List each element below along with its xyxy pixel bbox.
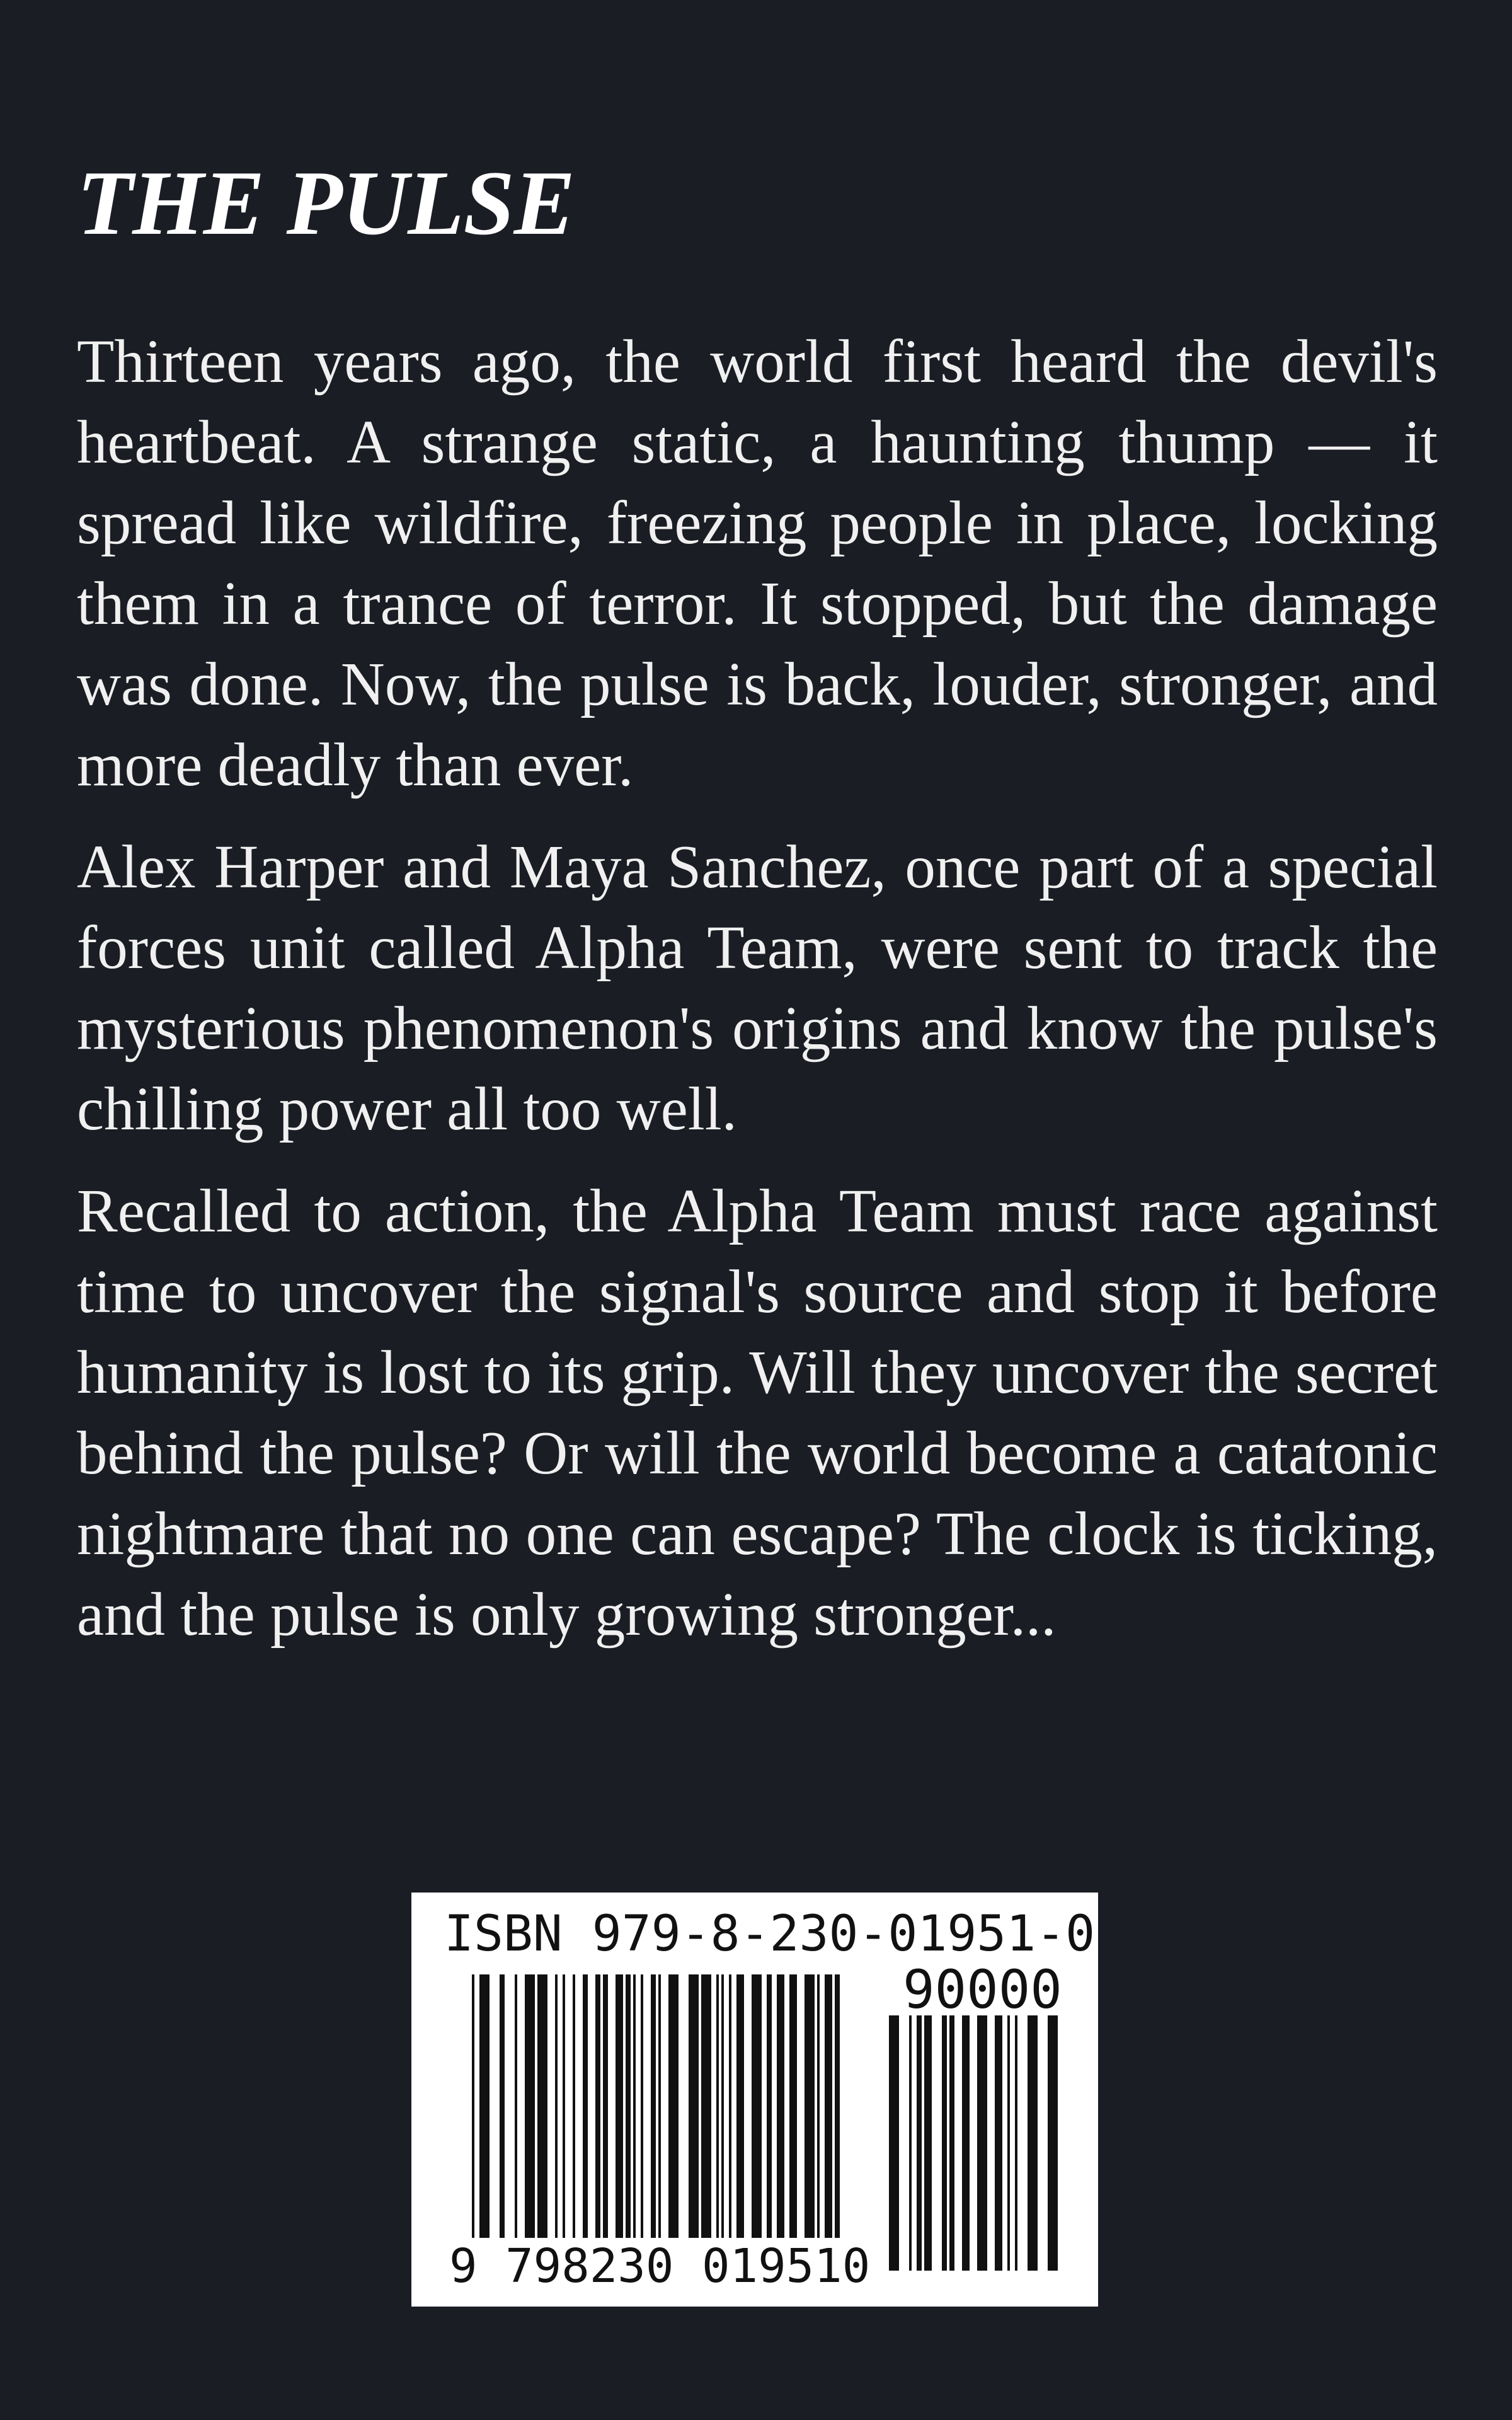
barcode-bar xyxy=(515,1974,517,2242)
barcode-bar xyxy=(658,1974,661,2271)
barcode-bar xyxy=(752,1974,762,2242)
barcode-bar xyxy=(729,1974,731,2242)
blurb xyxy=(77,321,1438,1676)
barcode-bar xyxy=(805,1974,815,2242)
barcode-bar xyxy=(962,2015,970,2271)
barcode-bar xyxy=(825,1974,832,2242)
barcode-bar xyxy=(917,2015,922,2271)
barcode-bar xyxy=(479,1974,490,2242)
blurb-paragraph-2: Alex Harper and Maya Sanchez, once part of a special forces unit called Alpha Team, were sent to track the mysterious phenomenon's origins and know the pulse's chilling power all too well. xyxy=(77,833,1438,1143)
barcode-bar xyxy=(603,1974,608,2242)
barcode-bar xyxy=(817,1974,820,2242)
barcode-bar xyxy=(889,2015,899,2271)
barcode-bar xyxy=(537,1974,547,2242)
barcode-bar xyxy=(616,1974,623,2242)
price-code: 90000 xyxy=(903,1959,1062,2020)
barcode-bar xyxy=(835,1974,840,2271)
isbn-label: ISBN 979-8-230-01951-0 xyxy=(444,1906,1096,1962)
barcode-bar xyxy=(651,1974,656,2271)
barcode-bar xyxy=(1048,2015,1058,2271)
barcode-bar xyxy=(1015,2015,1017,2271)
barcode-bar xyxy=(942,2015,947,2271)
barcode-bar xyxy=(595,1974,600,2242)
blurb-paragraph-3: Recalled to action, the Alpha Team must race against time to uncover the signal's source and stop it before humanity is lost to its grip. Will they uncover the secret behind the pulse? Or will the world become a catatonic nightmare that no one can escape? The clock is ticking, and the pulse is only growing stronger... xyxy=(77,1177,1438,1648)
book-title: THE PULSE xyxy=(77,152,575,254)
barcode-bar xyxy=(641,1974,643,2242)
barcode-bar xyxy=(701,1974,711,2242)
barcode-bar xyxy=(583,1974,588,2242)
barcode-bar xyxy=(689,1974,699,2242)
barcode-bar xyxy=(949,2015,954,2271)
barcode-bar xyxy=(977,2015,987,2271)
ean-digits: 9 798230 019510 xyxy=(447,2238,873,2295)
barcode-bar xyxy=(633,1974,636,2242)
barcode-bar xyxy=(789,1974,797,2242)
barcode-bar xyxy=(573,1974,575,2242)
barcode-bar xyxy=(1028,2015,1038,2271)
barcode-bar xyxy=(767,1974,772,2242)
barcode-bar xyxy=(500,1974,505,2242)
barcode-bar xyxy=(525,1974,535,2242)
barcode-bar xyxy=(995,2015,1002,2271)
barcode-bar xyxy=(721,1974,724,2242)
barcode-bar xyxy=(924,2015,932,2271)
barcode-bar xyxy=(1007,2015,1010,2271)
barcode-bar xyxy=(563,1974,565,2242)
barcode-bar xyxy=(668,1974,679,2242)
barcode-bar xyxy=(472,1974,474,2271)
barcode-bar xyxy=(716,1974,719,2242)
barcode-bar xyxy=(909,2015,912,2271)
barcode-bar xyxy=(736,1974,744,2242)
barcode-bar xyxy=(555,1974,558,2242)
barcode-bar xyxy=(626,1974,631,2242)
blurb-paragraph-1: Thirteen years ago, the world first heard the devil's heartbeat. A strange static, a haunting thump — it spread like wildfire, freezing people in place, locking them in a trance of terror. It stopped, but the damage was done. Now, the pulse is back, louder, stronger, and more deadly than ever. xyxy=(77,328,1438,798)
barcode-bar xyxy=(777,1974,784,2242)
isbn-barcode xyxy=(411,1893,1098,2307)
